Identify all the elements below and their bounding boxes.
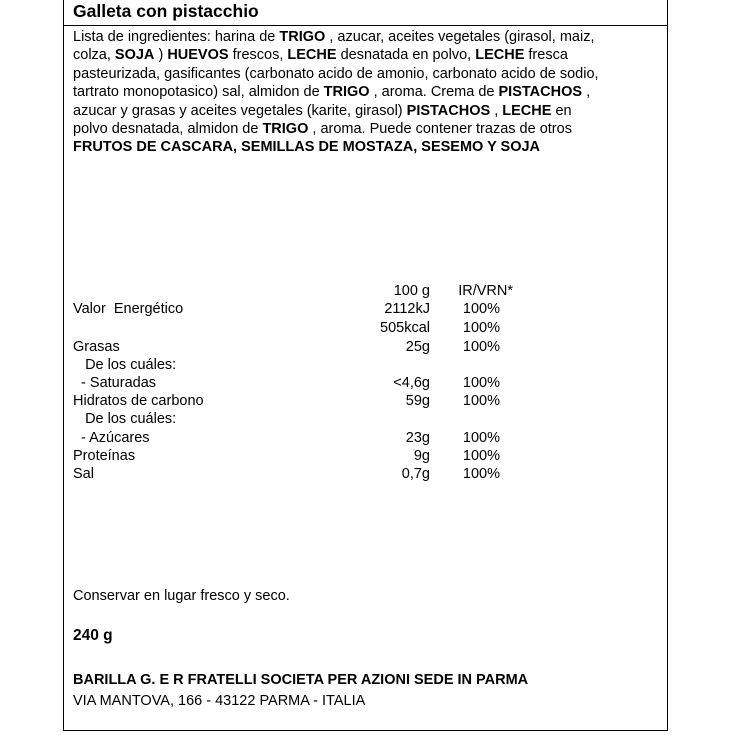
allergen-text: SOJA <box>114 47 155 64</box>
ingredient-text: , <box>582 84 591 101</box>
ingredients-line <box>73 102 661 120</box>
ingredients-list <box>73 28 661 157</box>
nutrition-row <box>73 339 513 357</box>
nutrient-value: 23g <box>405 430 430 446</box>
ingredients-line <box>73 83 661 101</box>
nutrition-row <box>73 448 513 466</box>
allergen-text: PISTACHOS <box>406 102 491 119</box>
nutrient-label: - Saturadas <box>73 375 157 391</box>
nutrient-label: - Azúcares <box>73 430 150 446</box>
nutrient-label: Valor Energético <box>73 301 184 317</box>
ingredient-text: ) <box>154 47 168 64</box>
ingredient-text: fresca <box>524 47 568 64</box>
ingredient-text: , <box>490 102 503 119</box>
allergen-text: FRUTOS DE CASCARA, SEMILLAS DE MOSTAZA, SESEMO Y SOJA <box>73 139 541 156</box>
allergen-text: LECHE <box>475 47 525 64</box>
reference-intake-header: IR/VRN* <box>458 283 513 299</box>
storage-instructions: Conservar en lugar fresco y seco. <box>73 588 290 604</box>
nutrient-value: 505kcal <box>380 320 430 336</box>
manufacturer-name: BARILLA G. E R FRATELLI SOCIETA PER AZIONI SEDE IN PARMA <box>73 672 529 688</box>
nutrient-percent: 100% <box>462 430 500 446</box>
nutrient-label: Sal <box>73 466 94 482</box>
nutrition-row <box>73 375 513 393</box>
nutrition-row <box>73 320 513 338</box>
nutrient-label: Hidratos de carbono <box>73 393 204 409</box>
nutrient-label: De los cuáles: <box>73 357 177 373</box>
nutrient-percent: 100% <box>462 375 500 391</box>
ingredients-line <box>73 65 661 83</box>
nutrient-label: Proteínas <box>73 448 136 464</box>
product-title: Galleta con pistacchio <box>73 1 259 21</box>
nutrition-row <box>73 393 513 411</box>
nutrient-percent: 100% <box>462 448 500 464</box>
ingredient-text: polvo desnatada, almidon de <box>73 121 263 138</box>
ingredient-text: , aroma. Crema de <box>369 84 499 101</box>
nutrient-value: 25g <box>405 339 430 355</box>
ingredients-line <box>73 138 661 156</box>
nutrient-label: De los cuáles: <box>73 411 177 427</box>
ingredient-text: frescos, <box>228 47 288 64</box>
allergen-text: PISTACHOS <box>498 84 583 101</box>
ingredients-line <box>73 46 661 64</box>
ingredient-text: azucar y grasas y aceites vegetales (karite, girasol) <box>73 102 407 119</box>
allergen-text: TRIGO <box>262 121 309 138</box>
ingredient-text: , azucar, aceites vegetales (girasol, maiz, <box>325 29 595 45</box>
ingredient-text: en <box>551 102 572 119</box>
nutrition-row <box>73 301 513 319</box>
net-weight: 240 g <box>73 627 113 644</box>
ingredient-text: Lista de ingredientes: harina de <box>73 29 280 45</box>
allergen-text: TRIGO <box>323 84 370 101</box>
ingredient-text: pasteurizada, gasificantes (carbonato acido de amonio, carbonato acido de sodio, <box>73 65 599 82</box>
ingredient-text: colza, <box>73 47 115 64</box>
per-100g-header: 100 g <box>393 283 430 299</box>
ingredient-text: desnatada en polvo, <box>336 47 476 64</box>
nutrient-percent: 100% <box>462 466 500 482</box>
ingredient-text: , aroma. Puede contener trazas de otros <box>308 121 572 138</box>
nutrition-row <box>73 411 513 429</box>
allergen-text: HUEVOS <box>167 47 229 64</box>
nutrient-value: 0,7g <box>401 466 430 482</box>
allergen-text: LECHE <box>287 47 337 64</box>
nutrition-row <box>73 357 513 375</box>
ingredients-line <box>73 28 661 46</box>
nutrient-value: 9g <box>413 448 430 464</box>
nutrient-percent: 100% <box>462 320 500 336</box>
nutrition-row <box>73 466 513 484</box>
nutrient-percent: 100% <box>462 339 500 355</box>
nutrient-percent: 100% <box>462 301 500 317</box>
nutrient-value: 2112kJ <box>384 301 430 317</box>
nutrient-value: 59g <box>405 393 430 409</box>
allergen-text: TRIGO <box>279 29 326 45</box>
ingredients-line <box>73 120 661 138</box>
nutrition-header-row <box>73 283 513 301</box>
nutrition-row <box>73 430 513 448</box>
nutrient-percent: 100% <box>462 393 500 409</box>
ingredient-text: tartrato monopotasico) sal, almidon de <box>73 84 324 101</box>
nutrient-value: <4,6g <box>393 375 430 391</box>
manufacturer-address: VIA MANTOVA, 166 - 43122 PARMA - ITALIA <box>73 693 366 709</box>
allergen-text: LECHE <box>502 102 552 119</box>
nutrient-label: Grasas <box>73 339 120 355</box>
